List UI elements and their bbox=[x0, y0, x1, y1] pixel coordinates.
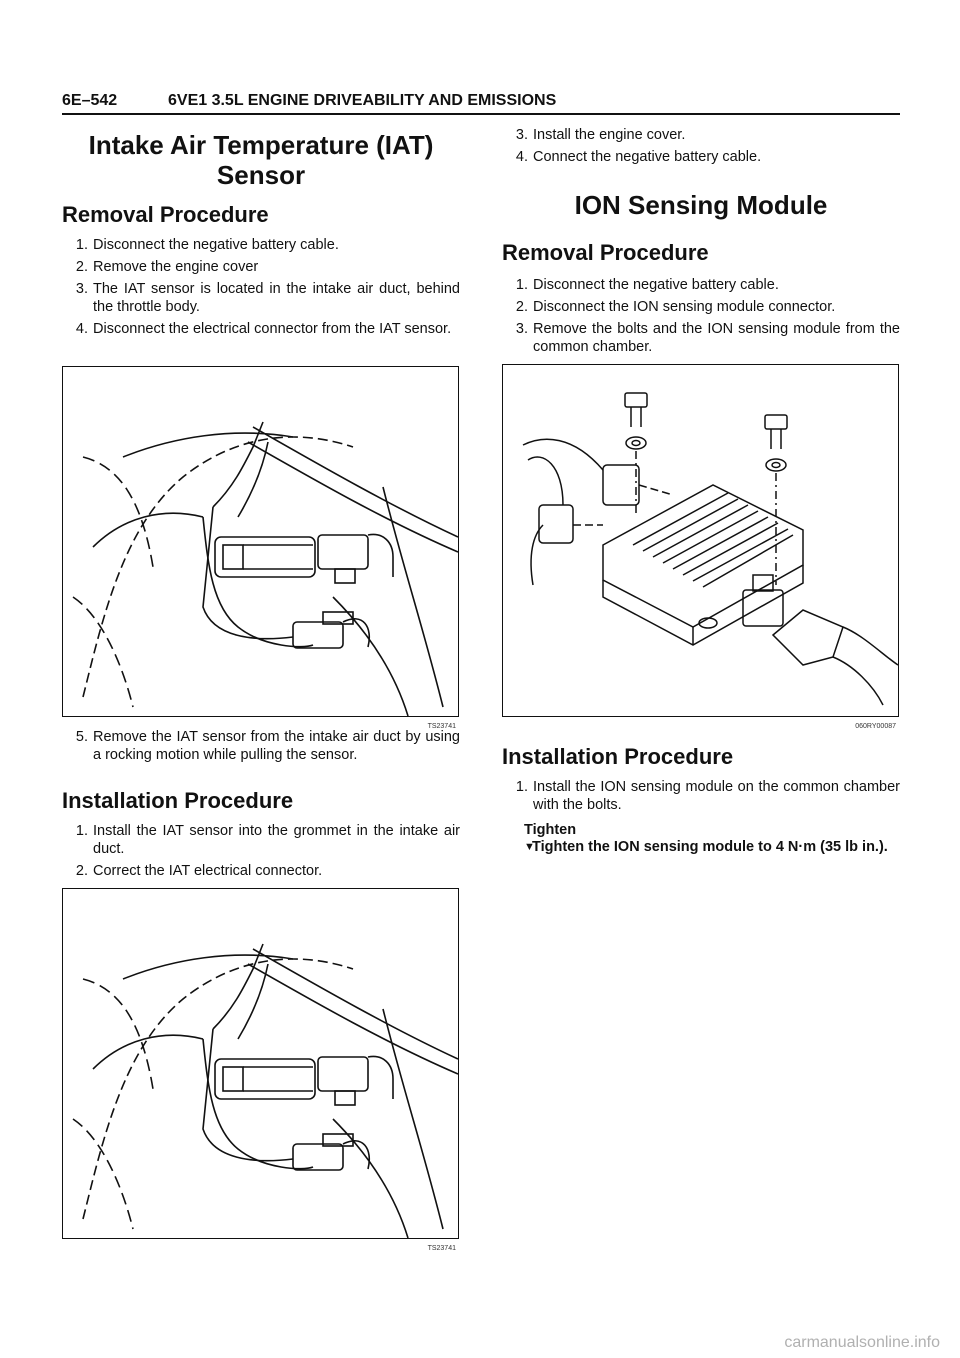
ion-installation-steps bbox=[502, 778, 900, 818]
iat-removal-steps-continued bbox=[62, 728, 460, 768]
tighten-spec bbox=[524, 838, 900, 856]
iat-installation-figure bbox=[62, 888, 459, 1252]
ion-removal-step-2: 2. Disconnect the ION sensing module connector. bbox=[515, 299, 836, 315]
iat-sensor-illustration bbox=[63, 889, 458, 1238]
tighten-block bbox=[502, 822, 900, 856]
ion-module-title: ION Sensing Module bbox=[574, 190, 828, 220]
iat-removal-step-3: 3. The IAT sensor is located in the intake air duct, behind the throttle body. bbox=[75, 281, 460, 315]
ion-removal-step-1: 1. Disconnect the negative battery cable. bbox=[515, 277, 779, 293]
tighten-label: Tighten bbox=[524, 822, 577, 838]
ion-module-illustration bbox=[503, 365, 898, 716]
figure-code: TS23741 bbox=[427, 723, 456, 730]
ion-installation-heading: Installation Procedure bbox=[502, 744, 734, 769]
iat-installation-step-3: 3. Install the engine cover. bbox=[515, 127, 686, 143]
tighten-text: Tighten the ION sensing module to 4 N·m (35 lb in.). bbox=[532, 839, 888, 855]
iat-installation-step-4: 4. Connect the negative battery cable. bbox=[515, 149, 762, 165]
iat-removal-steps bbox=[62, 236, 460, 342]
figure-code: 060RY00087 bbox=[855, 723, 896, 730]
iat-sensor-title: Intake Air Temperature (IAT) Sensor bbox=[88, 130, 434, 190]
iat-removal-step-4: 4. Disconnect the electrical connector from the IAT sensor. bbox=[75, 321, 452, 337]
iat-removal-step-1: 1. Disconnect the negative battery cable. bbox=[75, 237, 339, 253]
iat-installation-steps-continued bbox=[502, 126, 900, 170]
ion-removal-step-3: 3. Remove the bolts and the ION sensing module from the common chamber. bbox=[515, 321, 900, 355]
watermark: carmanualsonline.info bbox=[784, 1334, 940, 1351]
figure-code: TS23741 bbox=[427, 1245, 456, 1252]
ion-removal-steps bbox=[502, 276, 900, 360]
ion-removal-heading: Removal Procedure bbox=[502, 240, 709, 265]
iat-removal-figure bbox=[62, 366, 459, 730]
page-number: 6E–542 bbox=[62, 92, 118, 109]
iat-installation-heading: Installation Procedure bbox=[62, 788, 294, 813]
ion-module-figure bbox=[502, 364, 899, 730]
triangle-bullet-icon: ▼ bbox=[524, 841, 535, 853]
iat-installation-step-1: 1. Install the IAT sensor into the grommet in the intake air duct. bbox=[75, 823, 460, 857]
ion-installation-step-1: 1. Install the ION sensing module on the common chamber with the bolts. bbox=[515, 779, 900, 813]
header-rule bbox=[62, 113, 900, 115]
iat-sensor-illustration bbox=[63, 367, 458, 716]
iat-installation-step-2: 2. Correct the IAT electrical connector. bbox=[75, 863, 323, 879]
iat-removal-step-5: 5. Remove the IAT sensor from the intake air duct by using a rocking motion while pulling the sensor. bbox=[75, 729, 460, 763]
section-title: 6VE1 3.5L ENGINE DRIVEABILITY AND EMISSIONS bbox=[168, 92, 557, 109]
iat-removal-step-2: 2. Remove the engine cover bbox=[75, 259, 259, 275]
iat-installation-steps bbox=[62, 822, 460, 884]
iat-removal-heading: Removal Procedure bbox=[62, 202, 269, 227]
